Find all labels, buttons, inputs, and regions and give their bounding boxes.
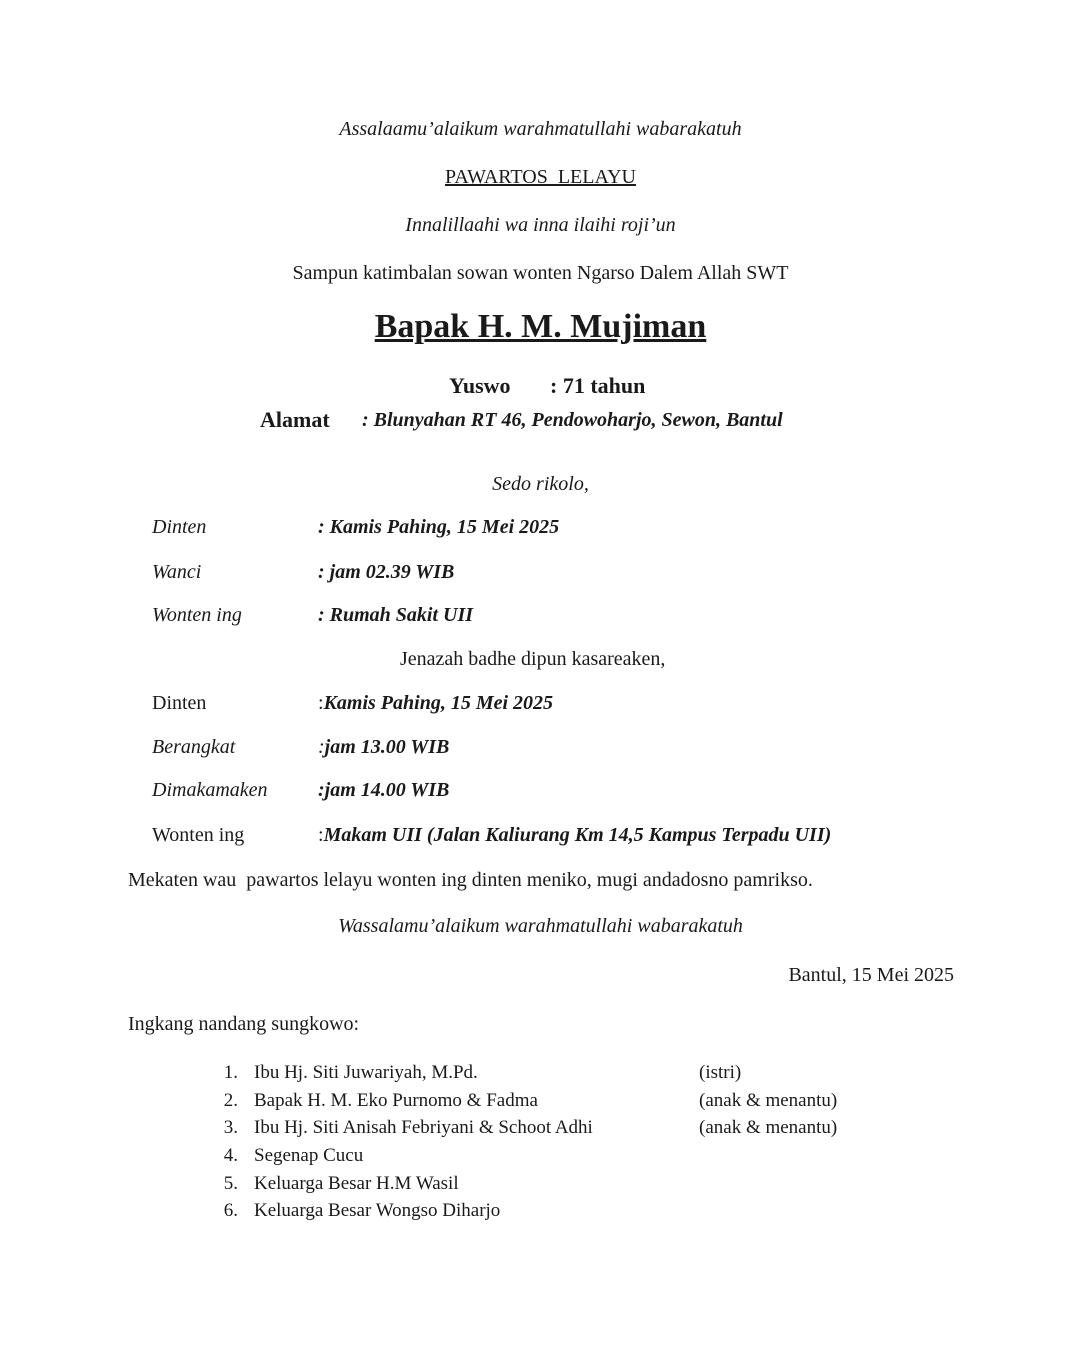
- burial-date-value: Kamis Pahing, 15 Mei 2025: [323, 692, 554, 714]
- burial-time-colon: :: [318, 779, 325, 801]
- age-label: Yuswo: [449, 373, 511, 398]
- burial-place-colon: :: [318, 824, 324, 846]
- death-time-label: Wanci: [152, 561, 202, 583]
- burial-time-label: Dimakamaken: [152, 779, 268, 801]
- departure-colon: :: [318, 736, 325, 758]
- deceased-name: Bapak H. M. Mujiman: [374, 308, 707, 345]
- list-number: 6.: [223, 1200, 238, 1221]
- departure-value: jam 13.00 WIB: [324, 736, 450, 758]
- death-place-value: : Rumah Sakit UII: [318, 604, 474, 626]
- mourner-name: Keluarga Besar Wongso Diharjo: [254, 1200, 501, 1221]
- opening-greeting: Assalaamu’alaikum warahmatullahi wabarakatuh: [339, 118, 742, 140]
- death-time-value: : jam 02.39 WIB: [318, 561, 455, 583]
- burial-place-value: Makam UII (Jalan Kaliurang Km 14,5 Kampus Terpadu UII): [323, 824, 832, 846]
- mourner-relation: (istri): [699, 1062, 742, 1083]
- burial-place-row: [318, 824, 831, 847]
- list-number: 2.: [223, 1090, 238, 1111]
- address-value: : Blunyahan RT 46, Pendowoharjo, Sewon, Bantul: [362, 409, 783, 431]
- burial-date-row: [318, 692, 553, 715]
- death-intro: Sedo rikolo,: [492, 473, 589, 495]
- address-label: Alamat: [260, 407, 330, 432]
- closing-note: Mekaten wau pawartos lelayu wonten ing dinten meniko, mugi andadosno pamrikso.: [128, 869, 813, 891]
- departure-row: [318, 736, 449, 759]
- mourner-name: Ibu Hj. Siti Juwariyah, M.Pd.: [254, 1062, 478, 1083]
- list-number: 5.: [223, 1173, 238, 1194]
- death-place-label: Wonten ing: [152, 604, 242, 626]
- burial-intro: Jenazah badhe dipun kasareaken,: [400, 648, 666, 670]
- list-number: 3.: [223, 1117, 238, 1138]
- burial-time-row: [318, 779, 449, 802]
- place-date: Bantul, 15 Mei 2025: [788, 964, 954, 986]
- mourner-relation: (anak & menantu): [699, 1090, 838, 1111]
- mourner-name: Keluarga Besar H.M Wasil: [254, 1173, 459, 1194]
- mourner-name: Bapak H. M. Eko Purnomo & Fadma: [254, 1090, 538, 1111]
- burial-place-label: Wonten ing: [152, 824, 245, 846]
- burial-date-label: Dinten: [152, 692, 207, 714]
- deceased-name-row: [0, 308, 1081, 346]
- mourner-relation: (anak & menantu): [699, 1117, 838, 1138]
- age-value: : 71 tahun: [550, 373, 646, 398]
- death-date-label: Dinten: [152, 516, 207, 538]
- mourner-name: Ibu Hj. Siti Anisah Febriyani & Schoot Adhi: [254, 1117, 593, 1138]
- intro-text: Sampun katimbalan sowan wonten Ngarso Dalem Allah SWT: [292, 262, 789, 284]
- heading-text: PAWARTOS LELAYU: [445, 166, 636, 188]
- list-number: 1.: [223, 1062, 238, 1083]
- closing-greeting: Wassalamu’alaikum warahmatullahi wabarakatuh: [338, 915, 743, 937]
- mourner-name: Segenap Cucu: [254, 1145, 364, 1166]
- death-date-value: : Kamis Pahing, 15 Mei 2025: [318, 516, 560, 538]
- heading: [0, 166, 1081, 189]
- list-number: 4.: [223, 1145, 238, 1166]
- burial-time-value: jam 14.00 WIB: [324, 779, 450, 801]
- mourners-intro: Ingkang nandang sungkowo:: [128, 1013, 360, 1035]
- departure-label: Berangkat: [152, 736, 236, 758]
- burial-date-colon: :: [318, 692, 324, 714]
- istirja-text: Innalillaahi wa inna ilaihi roji’un: [405, 214, 676, 236]
